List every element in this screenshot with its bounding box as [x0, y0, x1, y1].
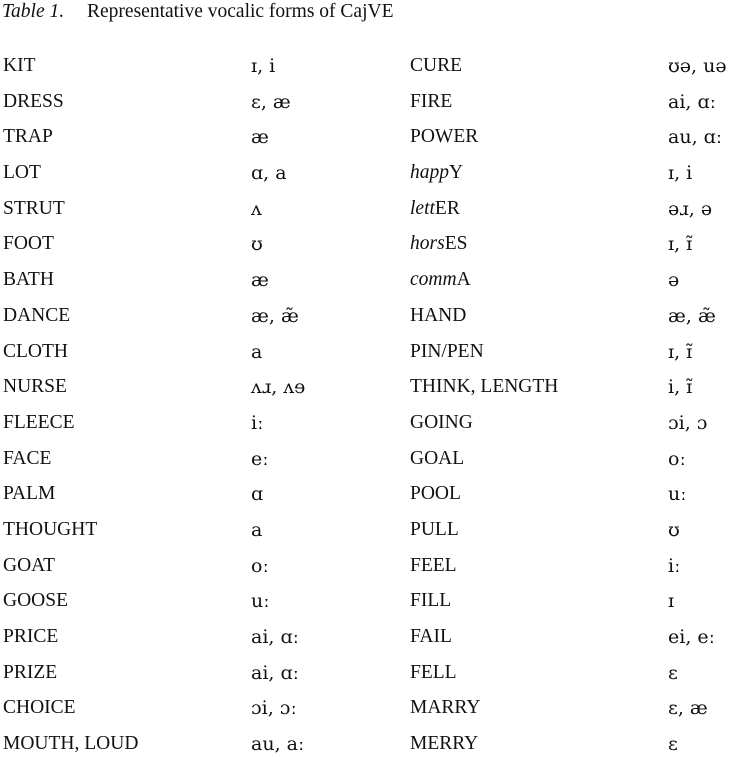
vowel-forms-right: au, ɑː — [668, 126, 723, 149]
vowel-forms-left: ɑ — [251, 483, 264, 506]
vowel-forms-right: ɪ, ɪ̃ — [668, 233, 693, 256]
lexical-set-left: BATH — [3, 269, 54, 291]
lexical-set-left: STRUT — [3, 197, 65, 219]
lexical-set-right — [410, 304, 466, 328]
vowel-forms-left: æ, æ̃ — [251, 304, 299, 327]
vowel-forms-right: ei, eː — [668, 626, 716, 648]
table-row — [0, 304, 744, 340]
lexical-set-right-caps: POWER — [410, 126, 479, 148]
lexical-set-right — [410, 554, 457, 578]
lexical-set-right — [410, 125, 478, 149]
table-row — [0, 340, 744, 376]
lexical-set-right-caps: THINK, LENGTH — [410, 376, 559, 398]
table-row — [0, 482, 744, 518]
lexical-set-right — [410, 268, 471, 292]
vowel-forms-left: ʌ — [251, 197, 262, 220]
table-row — [0, 161, 744, 197]
table-caption-title: Representative vocalic forms of CajVE — [87, 1, 394, 22]
table-row — [0, 90, 744, 126]
lexical-set-left: DRESS — [3, 90, 64, 112]
table-row — [0, 696, 744, 732]
lexical-set-right — [410, 661, 457, 685]
lexical-set-right-caps: PULL — [410, 518, 459, 540]
lexical-set-left: CHOICE — [3, 697, 76, 719]
vowel-forms-right: ʊə, uə — [668, 55, 727, 77]
lexical-set-left: PALM — [3, 483, 56, 505]
lexical-set-right-italic: lett — [410, 197, 435, 219]
vowel-forms-right: i, ɪ̃ — [668, 376, 693, 399]
lexical-set-right — [410, 161, 463, 185]
lexical-set-right-caps: Y — [449, 162, 464, 184]
lexical-set-right-caps: FEEL — [410, 554, 457, 576]
lexical-set-left: GOAT — [3, 554, 55, 576]
table-row — [0, 125, 744, 161]
lexical-set-right-caps: FAIL — [410, 626, 452, 647]
vowel-forms-right: ai, ɑː — [668, 90, 717, 113]
lexical-set-right-italic: comm — [410, 269, 457, 291]
vowel-forms-left: ai, ɑː — [251, 626, 300, 648]
lexical-set-left: GOOSE — [3, 590, 69, 612]
vowel-forms-left: a — [251, 518, 263, 541]
vowel-forms-left: ɑ, a — [251, 162, 287, 185]
table-caption-label: Table 1. — [2, 1, 65, 22]
vowel-forms-right: əɹ, ə — [668, 197, 713, 220]
lexical-set-right — [410, 90, 452, 114]
vowel-forms-left: ai, ɑː — [251, 661, 300, 684]
lexical-set-right — [410, 411, 473, 435]
lexical-set-right — [410, 589, 451, 613]
vowel-forms-right: uː — [668, 483, 687, 506]
lexical-set-right-caps: POOL — [410, 483, 461, 505]
vowel-forms-left: æ — [251, 269, 269, 292]
vowel-forms-left: ʊ — [251, 233, 263, 256]
table-row — [0, 411, 744, 447]
table-row — [0, 625, 744, 661]
lexical-set-right-caps: HAND — [410, 304, 467, 326]
lexical-set-left: FLEECE — [3, 411, 75, 433]
vowel-forms-left: au, aː — [251, 733, 305, 756]
vowel-forms-right: æ, æ̃ — [668, 304, 716, 327]
table-row — [0, 589, 744, 625]
lexical-set-left: LOT — [3, 162, 41, 184]
vowel-forms-left: ɛ, æ — [251, 90, 291, 113]
vowel-forms-left: ɪ, i — [251, 55, 276, 77]
lexical-set-right — [410, 340, 484, 364]
table-row — [0, 232, 744, 268]
lexical-set-left: THOUGHT — [3, 518, 98, 540]
lexical-set-right — [410, 482, 461, 506]
table-row — [0, 54, 744, 90]
vocalic-forms-table — [0, 54, 744, 768]
lexical-set-right — [410, 232, 467, 256]
table-row — [0, 554, 744, 590]
lexical-set-right — [410, 732, 478, 756]
lexical-set-left: MOUTH, LOUD — [3, 733, 139, 755]
lexical-set-left: PRIZE — [3, 661, 58, 683]
vowel-forms-right: iː — [668, 554, 681, 577]
lexical-set-right — [410, 375, 558, 399]
lexical-set-right-caps: CURE — [410, 55, 463, 76]
lexical-set-right-caps: MERRY — [410, 733, 479, 755]
lexical-set-right — [410, 54, 462, 78]
vowel-forms-right: ʊ — [668, 518, 680, 541]
table-row — [0, 268, 744, 304]
lexical-set-left: CLOTH — [3, 340, 68, 362]
lexical-set-right-caps: FIRE — [410, 90, 453, 112]
lexical-set-right-caps: GOING — [410, 411, 473, 433]
vowel-forms-right: ɪ, ɪ̃ — [668, 340, 693, 363]
lexical-set-right-caps: ES — [444, 233, 468, 255]
lexical-set-right-caps: A — [456, 269, 471, 291]
vowel-forms-right: ɛ — [668, 661, 678, 684]
vowel-forms-left: oː — [251, 554, 269, 577]
vowel-forms-right: ɔi, ɔ — [668, 411, 708, 434]
lexical-set-right — [410, 447, 464, 471]
lexical-set-right-italic: hors — [410, 233, 445, 255]
lexical-set-left: KIT — [3, 55, 36, 76]
vowel-forms-right: oː — [668, 447, 686, 470]
vowel-forms-left: a — [251, 340, 263, 363]
lexical-set-left: FOOT — [3, 233, 54, 255]
lexical-set-right-caps: FILL — [410, 590, 452, 612]
vowel-forms-left: ʌɹ, ʌɘ — [251, 376, 306, 399]
vowel-forms-right: ɪ, i — [668, 162, 693, 185]
vowel-forms-right: ɛ — [668, 733, 678, 756]
vowel-forms-left: iː — [251, 411, 264, 434]
lexical-set-left: DANCE — [3, 304, 71, 326]
table-row — [0, 447, 744, 483]
vowel-forms-left: ɔi, ɔː — [251, 697, 297, 720]
vowel-forms-left: æ — [251, 126, 269, 149]
lexical-set-left: NURSE — [3, 376, 67, 398]
lexical-set-right-italic: happ — [410, 162, 449, 184]
lexical-set-right-caps: MARRY — [410, 697, 481, 719]
lexical-set-right-caps: FELL — [410, 661, 457, 683]
lexical-set-right-caps: ER — [434, 197, 460, 219]
table-caption — [2, 0, 394, 24]
lexical-set-left: PRICE — [3, 626, 59, 647]
lexical-set-right — [410, 197, 460, 221]
vowel-forms-left: uː — [251, 590, 270, 613]
lexical-set-right — [410, 625, 452, 649]
table-row — [0, 661, 744, 697]
vowel-forms-right: ɪ — [668, 590, 675, 613]
lexical-set-right — [410, 696, 480, 720]
lexical-set-left: FACE — [3, 447, 52, 469]
table-row — [0, 197, 744, 233]
lexical-set-right-caps: GOAL — [410, 447, 465, 469]
lexical-set-left: TRAP — [3, 126, 53, 148]
lexical-set-right-caps: PIN/PEN — [410, 340, 484, 362]
vowel-forms-right: ɛ, æ — [668, 697, 708, 720]
lexical-set-right — [410, 518, 459, 542]
table-row — [0, 732, 744, 768]
table-row — [0, 375, 744, 411]
vowel-forms-left: eː — [251, 447, 269, 470]
vowel-forms-right: ə — [668, 269, 680, 292]
table-row — [0, 518, 744, 554]
